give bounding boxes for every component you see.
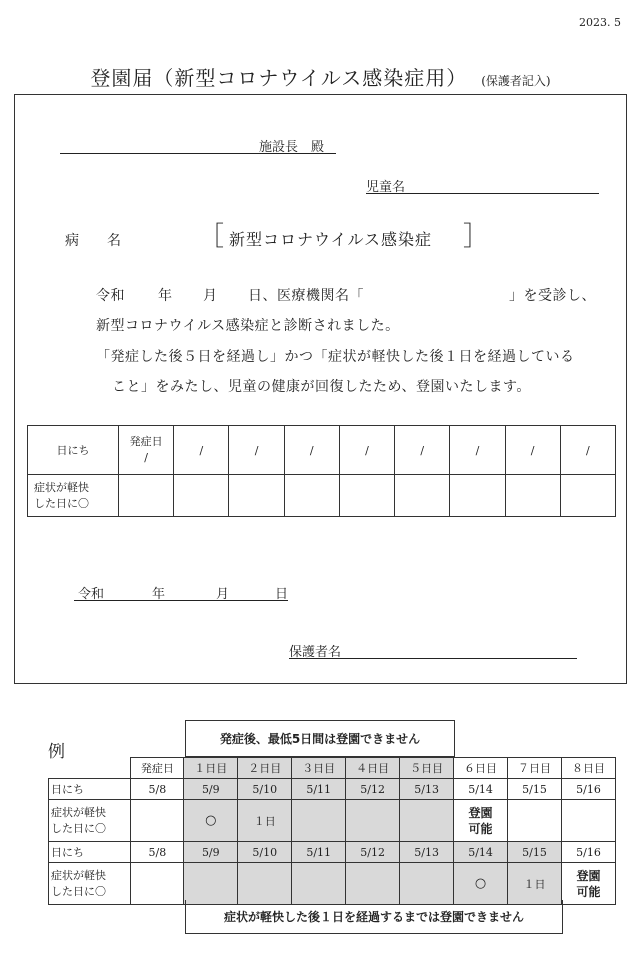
- disease-name: 新型コロナウイルス感染症: [229, 230, 433, 249]
- example-cell: [561, 800, 615, 842]
- example-cell: [400, 800, 454, 842]
- table-symptom-cell[interactable]: [119, 475, 174, 517]
- example-date: 5/9: [184, 842, 238, 863]
- table-onset-cell[interactable]: [119, 426, 174, 475]
- example-date: 5/8: [131, 842, 184, 863]
- example-circle-mark: ○: [454, 863, 508, 905]
- issue-date: 2023. 5: [579, 16, 621, 29]
- table-symptom-cell[interactable]: [284, 475, 339, 517]
- table-date-cell[interactable]: /: [560, 426, 615, 475]
- example-table: [48, 757, 616, 905]
- para1-consulted: 」を受診し、: [509, 288, 596, 304]
- example-date: 5/16: [561, 842, 615, 863]
- example-symptom-label: [49, 800, 131, 842]
- example-header: ８日目: [561, 758, 615, 779]
- disease-label: 病 名: [65, 233, 121, 249]
- example-date: 5/12: [346, 779, 400, 800]
- example-ok-line2: 可能: [576, 884, 601, 899]
- example-ok-line2: 可能: [468, 821, 493, 836]
- example-cell: [238, 863, 292, 905]
- page-title: [0, 62, 641, 91]
- date-month: 月: [216, 587, 230, 602]
- para2-line1: 「発症した後５日を経過し」かつ「症状が軽快した後１日を経過している: [96, 349, 575, 365]
- example-cell: [131, 800, 184, 842]
- table-symptom-cell[interactable]: [505, 475, 560, 517]
- addressee-text: 施設長 殿: [259, 140, 325, 155]
- para1-month: 月: [203, 288, 218, 304]
- example-header: １日目: [184, 758, 238, 779]
- table-date-cell[interactable]: /: [505, 426, 560, 475]
- guardian-name-label: 保護者名: [289, 645, 342, 660]
- example-ok-line1: 登園: [468, 805, 493, 820]
- table-symptom-cell[interactable]: [450, 475, 505, 517]
- para2-line2: こと」をみたし、児童の健康が回復したため、登園いたします。: [112, 379, 531, 395]
- example-circle-mark: ○: [184, 800, 238, 842]
- example-date: 5/13: [400, 842, 454, 863]
- example-date: 5/16: [561, 779, 615, 800]
- table-date-cell[interactable]: /: [174, 426, 229, 475]
- date-era: 令和: [78, 587, 105, 602]
- table-date-cell[interactable]: /: [395, 426, 450, 475]
- table-symptom-cell[interactable]: [174, 475, 229, 517]
- para1-day-clinic: 日、医療機関名「: [248, 288, 364, 304]
- example-one-day: １日: [238, 800, 292, 842]
- example-row-label: 日にち: [49, 842, 131, 863]
- example-header: ５日目: [400, 758, 454, 779]
- example-header: ７日目: [508, 758, 562, 779]
- example-date: 5/15: [508, 842, 562, 863]
- example-symptom-label: [49, 863, 131, 905]
- example-cell: [184, 863, 238, 905]
- example-date: 5/10: [238, 842, 292, 863]
- example-date: 5/10: [238, 779, 292, 800]
- table-onset-slash: /: [144, 451, 148, 464]
- table-symptom-label-line2: した日に〇: [34, 496, 89, 510]
- para1-era: 令和: [96, 288, 125, 304]
- table-symptom-label: [28, 475, 119, 517]
- para1-year: 年: [158, 288, 173, 304]
- title-main: 登園届（新型コロナウイルス感染症用）: [90, 66, 468, 90]
- table-date-cell[interactable]: /: [450, 426, 505, 475]
- example-header: ３日目: [292, 758, 346, 779]
- example-header: ４日目: [346, 758, 400, 779]
- example-date: 5/15: [508, 779, 562, 800]
- date-day: 日: [275, 587, 289, 602]
- example-date: 5/11: [292, 842, 346, 863]
- example-date: 5/12: [346, 842, 400, 863]
- example-symptom-label-line2: した日に〇: [51, 884, 106, 898]
- table-onset-label: 発症日: [129, 435, 163, 448]
- table-date-cell[interactable]: /: [284, 426, 339, 475]
- table-date-cell[interactable]: /: [339, 426, 394, 475]
- example-header: 発症日: [131, 758, 184, 779]
- example-one-day: １日: [508, 863, 562, 905]
- example-top-banner: 発症後、最低5日間は登園できません: [185, 720, 455, 757]
- date-year: 年: [152, 587, 166, 602]
- example-cell: [131, 863, 184, 905]
- example-cell: [400, 863, 454, 905]
- table-symptom-cell[interactable]: [229, 475, 284, 517]
- example-date: 5/11: [292, 779, 346, 800]
- example-date: 5/9: [184, 779, 238, 800]
- example-ok-line1: 登園: [576, 868, 601, 883]
- table-symptom-cell[interactable]: [339, 475, 394, 517]
- example-cell: [292, 863, 346, 905]
- submission-date-field[interactable]: [74, 583, 288, 601]
- example-corner: [49, 758, 131, 779]
- example-cell: [508, 800, 562, 842]
- table-symptom-cell[interactable]: [560, 475, 615, 517]
- disease-bracket-right: ］: [463, 222, 490, 252]
- table-header-date: 日にち: [28, 426, 119, 475]
- disease-bracket-left: ［: [198, 222, 225, 252]
- example-cell: [292, 800, 346, 842]
- example-bottom-banner: 症状が軽快した後１日を経過するまでは登園できません: [185, 900, 563, 934]
- example-attendance-ok: [454, 800, 508, 842]
- table-symptom-label-line1: 症状が軽快: [34, 480, 89, 494]
- example-attendance-ok: [561, 863, 615, 905]
- example-cell: [346, 800, 400, 842]
- example-label: 例: [48, 742, 65, 762]
- example-header: ２日目: [238, 758, 292, 779]
- example-cell: [346, 863, 400, 905]
- example-date: 5/14: [454, 779, 508, 800]
- example-date: 5/13: [400, 779, 454, 800]
- example-symptom-label-line2: した日に〇: [51, 821, 106, 835]
- example-row-label: 日にち: [49, 779, 131, 800]
- example-date: 5/8: [131, 779, 184, 800]
- symptom-record-table: [27, 425, 616, 517]
- title-sub: (保護者記入): [481, 74, 551, 88]
- table-symptom-cell[interactable]: [395, 475, 450, 517]
- table-date-cell[interactable]: /: [229, 426, 284, 475]
- example-date: 5/14: [454, 842, 508, 863]
- example-symptom-label-line1: 症状が軽快: [51, 805, 106, 819]
- example-header: ６日目: [454, 758, 508, 779]
- child-name-label: 児童名: [366, 180, 406, 195]
- example-symptom-label-line1: 症状が軽快: [51, 868, 106, 882]
- para1-line2: 新型コロナウイルス感染症と診断されました。: [96, 318, 400, 334]
